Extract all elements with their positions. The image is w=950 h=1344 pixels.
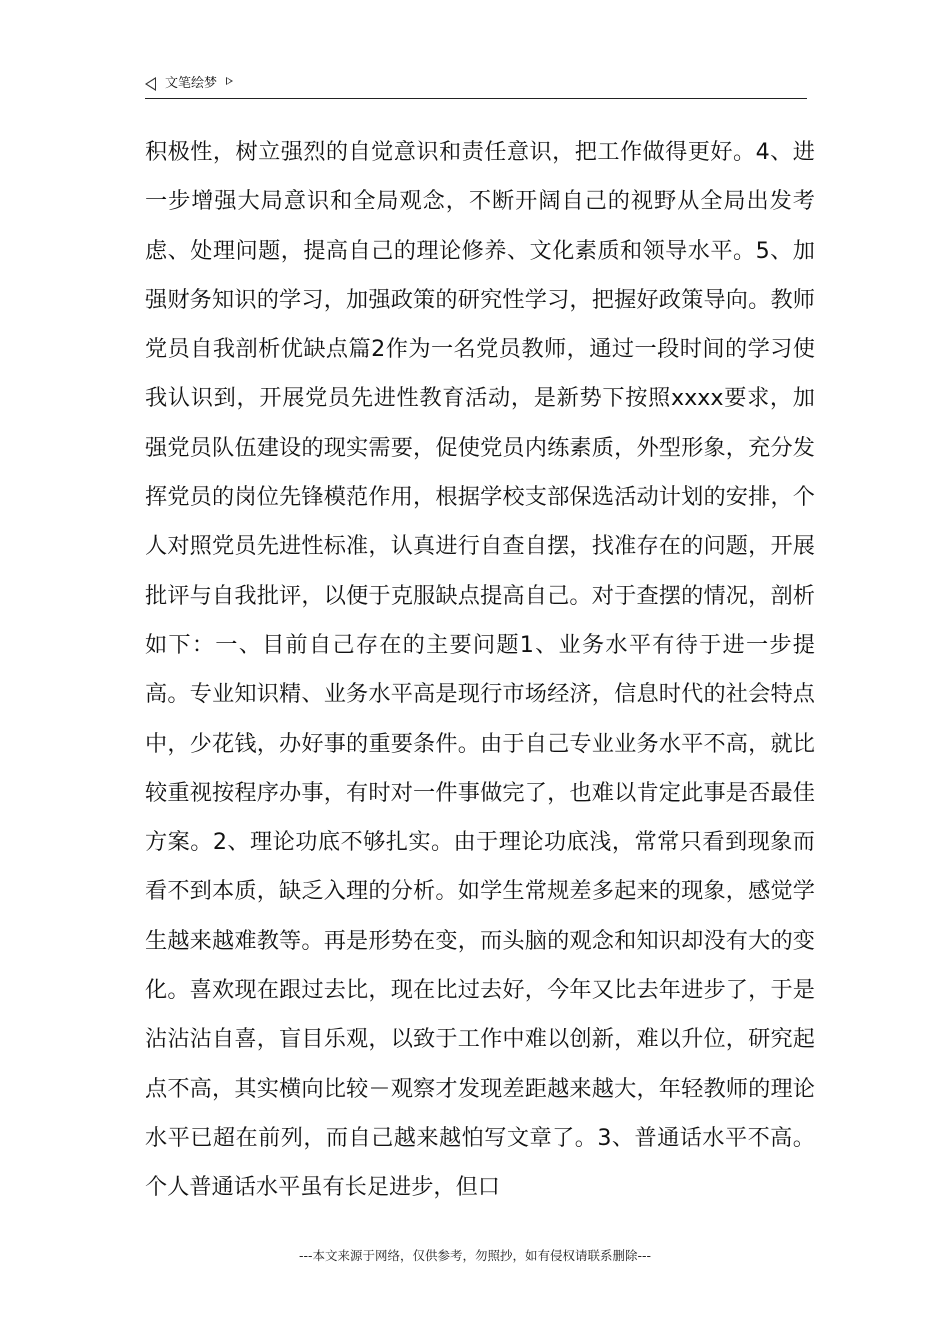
- body-paragraph: 积极性，树立强烈的自觉意识和责任意识，把工作做得更好。4、进一步增强大局意识和全局观念，不断开阔自己的视野从全局出发考虑、处理问题，提高自己的理论修养、文化素质和领导水平。5、加强财务知识的学习，加强政策的研究性学习，把握好政策导向。教师党员自我剖析优缺点篇2作为一名党员教师，通过一段时间的学习使我认识到，开展党员先进性教育活动，是新势下按照xxxx要求，加强党员队伍建设的现实需要，促使党员内练素质，外型形象，充分发挥党员的岗位先锋模范作用，根据学校支部保选活动计划的安排，个人对照党员先进性标准，认真进行自查自摆，找准存在的问题，开展批评与自我批评，以便于克服缺点提高自己。对于查摆的情况，剖析如下：一、目前自己存在的主要问题1、业务水平有待于进一步提高。专业知识精、业务水平高是现行市场经济，信息时代的社会特点中，少花钱，办好事的重要条件。由于自己专业业务水平不高，就比较重视按程序办事，有时对一件事做完了，也难以肯定此事是否最佳方案。2、理论功底不够扎实。由于理论功底浅，常常只看到现象而看不到本质，缺乏入理的分析。如学生常规差多起来的现象，感觉学生越来越难教等。再是形势在变，而头脑的观念和知识却没有大的变化。喜欢现在跟过去比，现在比过去好，今年又比去年进步了，于是沾沾沾自喜，盲目乐观，以致于工作中难以创新，难以升位，研究起点不高，其实横向比较－观察才发现差距越来越大，年轻教师的理论水平已超在前列，而自己越来越怕写文章了。3、普通话水平不高。个人普通话水平虽有长足进步，但口: [145, 139, 815, 1201]
- triangle-left-icon: [145, 77, 156, 91]
- page-header: [145, 72, 807, 99]
- triangle-right-icon: [226, 77, 233, 85]
- page-footer: ---本文来源于网络，仅供参考，勿照抄，如有侵权请联系删除---: [298, 1248, 652, 1263]
- header-row: [145, 74, 233, 94]
- header-title: 文笔绘梦: [165, 76, 218, 91]
